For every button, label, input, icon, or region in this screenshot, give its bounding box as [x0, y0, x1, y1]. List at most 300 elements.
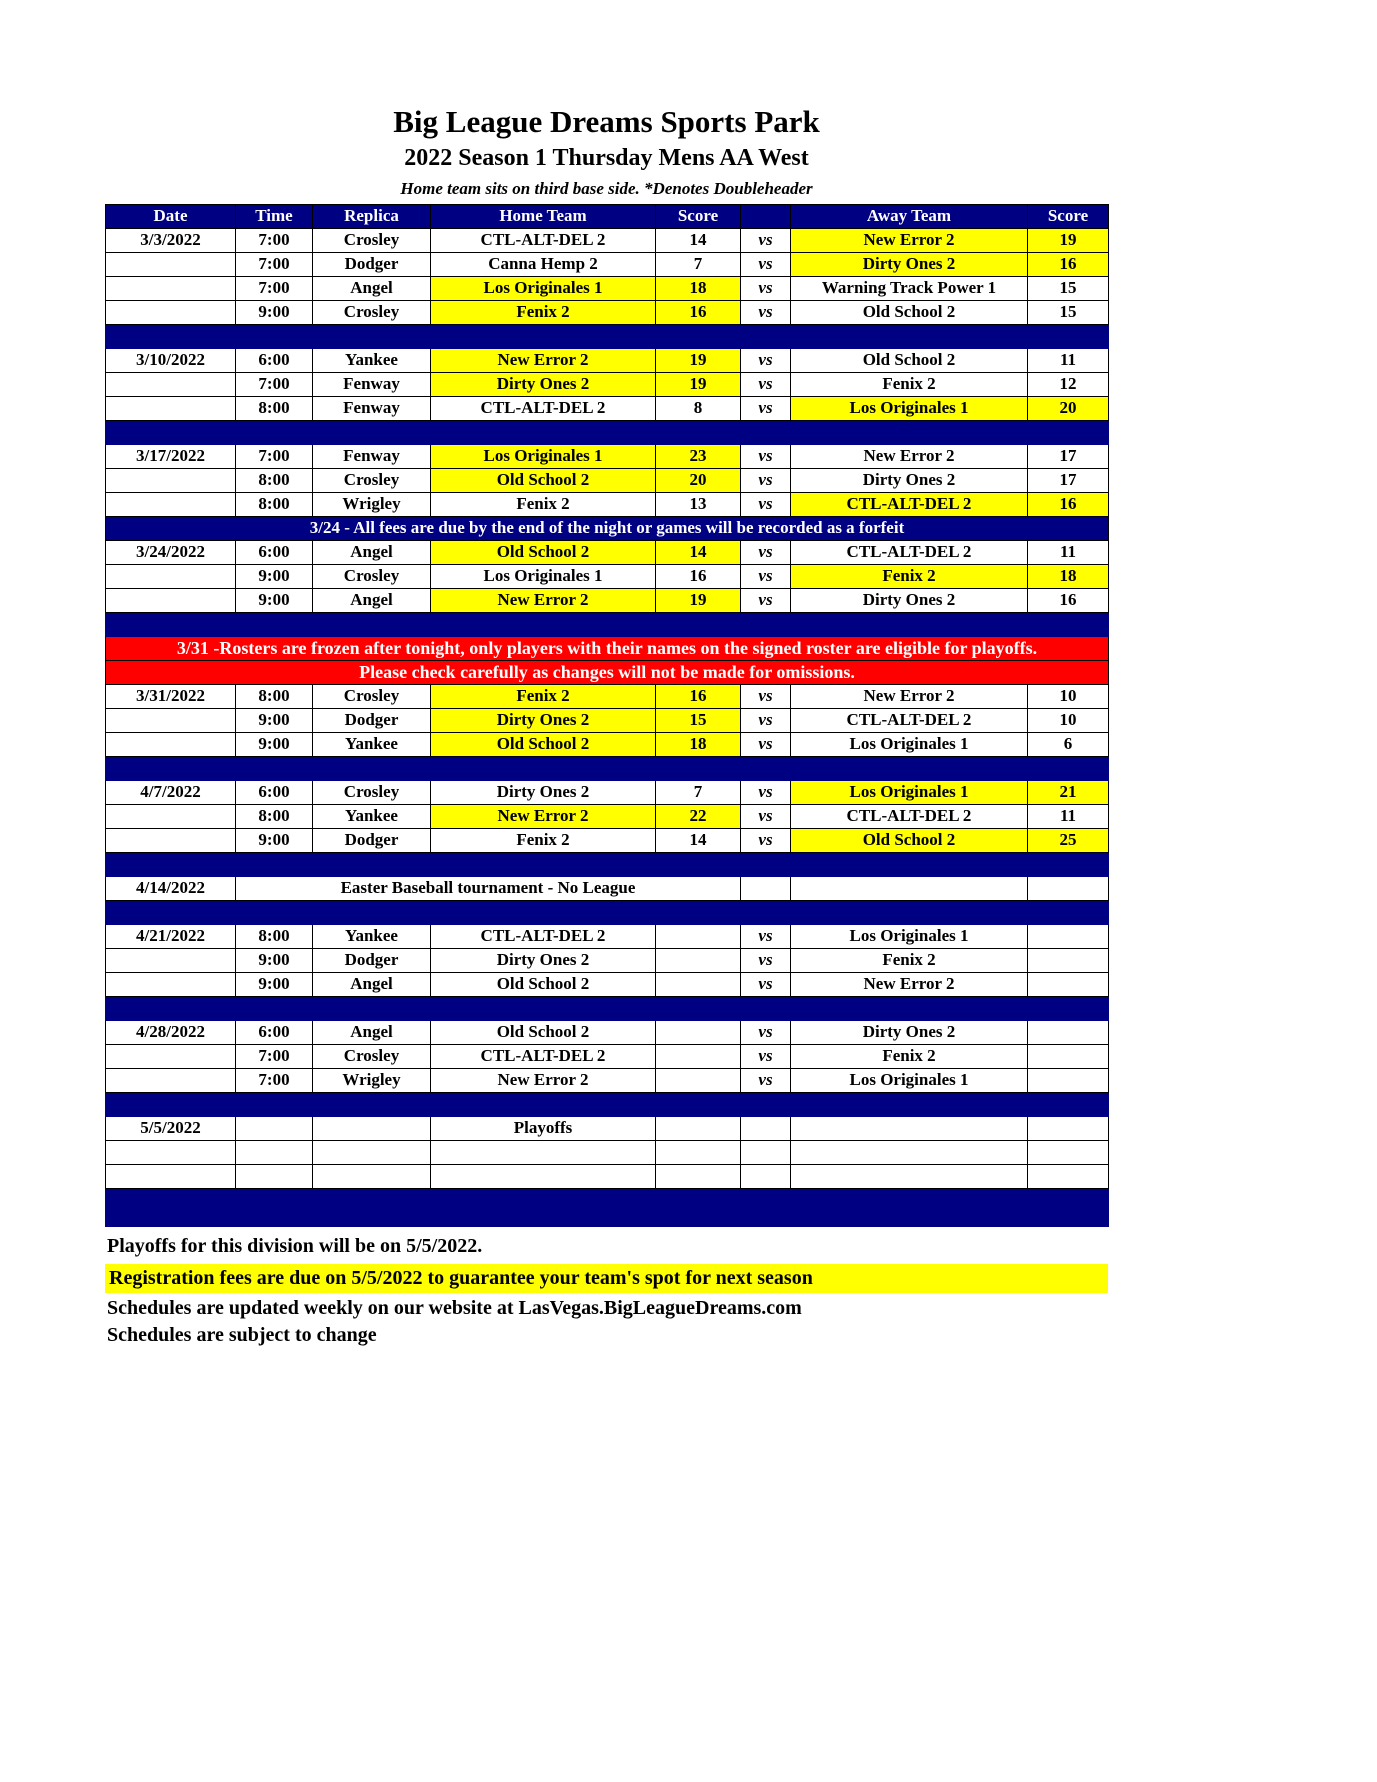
date-cell	[106, 372, 236, 396]
schedule-row-game	[106, 1020, 1109, 1044]
date-cell	[106, 276, 236, 300]
replica-cell: Angel	[313, 588, 431, 612]
schedule-row-game	[106, 540, 1109, 564]
vs-cell	[741, 1164, 791, 1188]
away-team-cell: Dirty Ones 2	[791, 588, 1028, 612]
home-score-cell: 22	[656, 804, 741, 828]
home-team-cell: Playoffs	[431, 1116, 656, 1140]
vs-cell: vs	[741, 708, 791, 732]
schedule-row-game	[106, 924, 1109, 948]
schedule-row-game	[106, 228, 1109, 252]
replica-cell: Crosley	[313, 468, 431, 492]
page-subtitle: 2022 Season 1 Thursday Mens AA West	[404, 144, 809, 171]
replica-cell: Crosley	[313, 564, 431, 588]
schedule-row-game	[106, 780, 1109, 804]
replica-cell	[313, 1116, 431, 1140]
away-score-cell	[1028, 876, 1109, 900]
away-team-cell: CTL-ALT-DEL 2	[791, 492, 1028, 516]
home-team-cell: Old School 2	[431, 972, 656, 996]
home-team-cell: Old School 2	[431, 732, 656, 756]
schedule-row-game	[106, 1068, 1109, 1092]
schedule-body	[106, 228, 1109, 1226]
schedule-row-game	[106, 396, 1109, 420]
replica-cell: Crosley	[313, 780, 431, 804]
replica-cell: Crosley	[313, 1044, 431, 1068]
away-team-cell: Fenix 2	[791, 1044, 1028, 1068]
home-team-cell: Los Originales 1	[431, 444, 656, 468]
away-score-cell: 21	[1028, 780, 1109, 804]
away-team-cell: Old School 2	[791, 300, 1028, 324]
column-header-date: Date	[106, 204, 236, 228]
time-cell: 8:00	[236, 468, 313, 492]
vs-cell: vs	[741, 348, 791, 372]
away-team-cell: New Error 2	[791, 444, 1028, 468]
document-content	[105, 0, 1108, 1347]
separator-bar	[106, 324, 1109, 348]
away-score-cell: 17	[1028, 444, 1109, 468]
time-cell: 8:00	[236, 684, 313, 708]
replica-cell: Dodger	[313, 948, 431, 972]
away-score-cell: 16	[1028, 492, 1109, 516]
separator-bar	[106, 996, 1109, 1020]
schedule-row-sep	[106, 756, 1109, 780]
away-team-cell: CTL-ALT-DEL 2	[791, 804, 1028, 828]
home-team-cell: Canna Hemp 2	[431, 252, 656, 276]
home-team-cell: CTL-ALT-DEL 2	[431, 924, 656, 948]
separator-bar	[106, 852, 1109, 876]
date-cell: 4/7/2022	[106, 780, 236, 804]
vs-cell: vs	[741, 972, 791, 996]
home-team-cell: Los Originales 1	[431, 564, 656, 588]
away-score-cell	[1028, 948, 1109, 972]
date-cell	[106, 396, 236, 420]
date-cell	[106, 828, 236, 852]
date-cell: 3/3/2022	[106, 228, 236, 252]
time-cell: 9:00	[236, 708, 313, 732]
date-cell	[106, 588, 236, 612]
date-cell: 4/28/2022	[106, 1020, 236, 1044]
time-cell	[236, 1116, 313, 1140]
separator-bar	[106, 900, 1109, 924]
schedule-table	[105, 204, 1109, 1227]
schedule-row-game	[106, 492, 1109, 516]
schedule-row-sep	[106, 996, 1109, 1020]
away-team-cell: Los Originales 1	[791, 780, 1028, 804]
vs-cell: vs	[741, 372, 791, 396]
home-score-cell	[656, 924, 741, 948]
replica-cell: Crosley	[313, 228, 431, 252]
time-cell: 7:00	[236, 276, 313, 300]
replica-cell: Wrigley	[313, 492, 431, 516]
home-team-cell: Old School 2	[431, 1020, 656, 1044]
home-score-cell: 20	[656, 468, 741, 492]
home-score-cell	[656, 1068, 741, 1092]
vs-cell: vs	[741, 564, 791, 588]
away-team-cell: Dirty Ones 2	[791, 468, 1028, 492]
home-team-cell: Old School 2	[431, 468, 656, 492]
vs-cell: vs	[741, 468, 791, 492]
date-cell: 3/17/2022	[106, 444, 236, 468]
schedule-row-game	[106, 300, 1109, 324]
home-team-cell: Fenix 2	[431, 492, 656, 516]
away-team-cell: Dirty Ones 2	[791, 252, 1028, 276]
away-score-cell: 25	[1028, 828, 1109, 852]
date-cell: 5/5/2022	[106, 1116, 236, 1140]
away-team-cell: Los Originales 1	[791, 924, 1028, 948]
schedule-row-game	[106, 732, 1109, 756]
date-cell	[106, 468, 236, 492]
replica-cell: Yankee	[313, 924, 431, 948]
vs-cell: vs	[741, 252, 791, 276]
vs-cell: vs	[741, 444, 791, 468]
date-cell	[106, 948, 236, 972]
column-header-home-score: Score	[656, 204, 741, 228]
vs-cell: vs	[741, 948, 791, 972]
column-header-vs	[741, 204, 791, 228]
away-score-cell: 18	[1028, 564, 1109, 588]
time-cell: 6:00	[236, 540, 313, 564]
away-score-cell: 16	[1028, 588, 1109, 612]
time-cell: 7:00	[236, 228, 313, 252]
away-score-cell	[1028, 972, 1109, 996]
home-score-cell: 19	[656, 348, 741, 372]
home-score-cell: 16	[656, 300, 741, 324]
vs-cell	[741, 1140, 791, 1164]
vs-cell: vs	[741, 924, 791, 948]
replica-cell: Yankee	[313, 804, 431, 828]
time-cell: 9:00	[236, 948, 313, 972]
away-score-cell: 15	[1028, 276, 1109, 300]
home-score-cell: 7	[656, 780, 741, 804]
home-score-cell: 16	[656, 564, 741, 588]
away-score-cell	[1028, 1044, 1109, 1068]
away-score-cell: 11	[1028, 348, 1109, 372]
replica-cell: Angel	[313, 276, 431, 300]
time-cell	[236, 1140, 313, 1164]
away-score-cell	[1028, 1116, 1109, 1140]
home-score-cell	[656, 1044, 741, 1068]
away-score-cell: 17	[1028, 468, 1109, 492]
schedule-row-game	[106, 564, 1109, 588]
time-cell: 9:00	[236, 972, 313, 996]
schedule-row-sep	[106, 420, 1109, 444]
roster-frozen-notice: Please check carefully as changes will not be made for omissions.	[106, 660, 1109, 684]
schedule-row-game	[106, 468, 1109, 492]
away-team-cell	[791, 876, 1028, 900]
away-score-cell	[1028, 1164, 1109, 1188]
time-cell: 7:00	[236, 1068, 313, 1092]
time-cell: 7:00	[236, 372, 313, 396]
schedule-row-game	[106, 252, 1109, 276]
time-cell: 7:00	[236, 1044, 313, 1068]
home-score-cell	[656, 1140, 741, 1164]
away-team-cell: Los Originales 1	[791, 1068, 1028, 1092]
away-score-cell	[1028, 1020, 1109, 1044]
away-team-cell: New Error 2	[791, 972, 1028, 996]
home-team-cell: CTL-ALT-DEL 2	[431, 1044, 656, 1068]
schedule-row-notice_red	[106, 660, 1109, 684]
schedule-row-sep	[106, 852, 1109, 876]
vs-cell: vs	[741, 300, 791, 324]
away-score-cell	[1028, 1140, 1109, 1164]
home-team-cell: Los Originales 1	[431, 276, 656, 300]
registration-notice: Registration fees are due on 5/5/2022 to guarantee your team's spot for next season	[105, 1264, 1108, 1293]
schedule-row-game	[106, 828, 1109, 852]
time-cell: 6:00	[236, 1020, 313, 1044]
replica-cell: Angel	[313, 540, 431, 564]
schedule-row-game	[106, 1044, 1109, 1068]
vs-cell: vs	[741, 588, 791, 612]
replica-cell: Angel	[313, 972, 431, 996]
home-score-cell	[656, 1020, 741, 1044]
away-score-cell: 12	[1028, 372, 1109, 396]
schedule-row-empty	[106, 1140, 1109, 1164]
footer	[105, 1235, 1108, 1347]
date-cell	[106, 300, 236, 324]
date-cell	[106, 1164, 236, 1188]
home-team-cell: Dirty Ones 2	[431, 708, 656, 732]
home-team-cell: CTL-ALT-DEL 2	[431, 228, 656, 252]
replica-cell	[313, 1164, 431, 1188]
away-team-cell: New Error 2	[791, 684, 1028, 708]
time-cell: 8:00	[236, 396, 313, 420]
home-team-cell: Fenix 2	[431, 828, 656, 852]
home-score-cell: 14	[656, 828, 741, 852]
away-score-cell	[1028, 924, 1109, 948]
date-cell: 3/31/2022	[106, 684, 236, 708]
date-cell	[106, 732, 236, 756]
away-team-cell	[791, 1116, 1028, 1140]
home-score-cell: 15	[656, 708, 741, 732]
replica-cell	[313, 1140, 431, 1164]
replica-cell: Fenway	[313, 444, 431, 468]
home-team-cell: Fenix 2	[431, 684, 656, 708]
schedule-row-game	[106, 948, 1109, 972]
date-cell: 3/10/2022	[106, 348, 236, 372]
replica-cell: Dodger	[313, 828, 431, 852]
schedule-row-game	[106, 708, 1109, 732]
time-cell: 6:00	[236, 348, 313, 372]
vs-cell: vs	[741, 804, 791, 828]
schedule-row-game	[106, 972, 1109, 996]
time-cell: 7:00	[236, 252, 313, 276]
schedule-row-sep_tall	[106, 1188, 1109, 1226]
home-score-cell: 14	[656, 228, 741, 252]
date-cell	[106, 804, 236, 828]
replica-cell: Angel	[313, 1020, 431, 1044]
vs-cell: vs	[741, 1044, 791, 1068]
replica-cell: Dodger	[313, 708, 431, 732]
date-cell: 3/24/2022	[106, 540, 236, 564]
vs-cell: vs	[741, 396, 791, 420]
schedule-row-game	[106, 372, 1109, 396]
home-score-cell: 7	[656, 252, 741, 276]
home-team-cell	[431, 1164, 656, 1188]
away-score-cell: 11	[1028, 804, 1109, 828]
vs-cell	[741, 1116, 791, 1140]
home-score-cell: 19	[656, 372, 741, 396]
schedule-header-row	[106, 204, 1109, 228]
away-team-cell: Fenix 2	[791, 564, 1028, 588]
away-team-cell: CTL-ALT-DEL 2	[791, 708, 1028, 732]
separator-bar	[106, 756, 1109, 780]
home-score-cell: 18	[656, 276, 741, 300]
time-cell: 8:00	[236, 804, 313, 828]
date-cell	[106, 252, 236, 276]
date-cell	[106, 1140, 236, 1164]
schedule-row-game	[106, 276, 1109, 300]
home-team-cell: CTL-ALT-DEL 2	[431, 396, 656, 420]
vs-cell: vs	[741, 1020, 791, 1044]
time-cell: 8:00	[236, 492, 313, 516]
date-cell	[106, 708, 236, 732]
separator-bar	[106, 420, 1109, 444]
replica-cell: Fenway	[313, 396, 431, 420]
time-cell: 7:00	[236, 444, 313, 468]
website-note: Schedules are updated weekly on our website at LasVegas.BigLeagueDreams.com	[107, 1296, 802, 1319]
vs-cell	[741, 876, 791, 900]
replica-cell: Fenway	[313, 372, 431, 396]
schedule-row-sep	[106, 324, 1109, 348]
away-team-cell: Fenix 2	[791, 372, 1028, 396]
away-score-cell: 6	[1028, 732, 1109, 756]
home-team-cell: Old School 2	[431, 540, 656, 564]
vs-cell: vs	[741, 780, 791, 804]
schedule-row-sep	[106, 900, 1109, 924]
away-team-cell: Old School 2	[791, 828, 1028, 852]
schedule-row-game	[106, 684, 1109, 708]
home-team-cell: New Error 2	[431, 348, 656, 372]
replica-cell: Crosley	[313, 684, 431, 708]
away-score-cell: 19	[1028, 228, 1109, 252]
time-cell	[236, 1164, 313, 1188]
replica-cell: Yankee	[313, 732, 431, 756]
time-cell: 9:00	[236, 828, 313, 852]
schedule-row-notice_red	[106, 636, 1109, 660]
schedule-row-game	[106, 348, 1109, 372]
roster-frozen-notice: 3/31 -Rosters are frozen after tonight, only players with their names on the signed roster are eligible for playoffs.	[106, 636, 1109, 660]
home-team-cell: New Error 2	[431, 588, 656, 612]
date-cell	[106, 1068, 236, 1092]
schedule-row-notice_blue	[106, 516, 1109, 540]
separator-bar	[106, 1092, 1109, 1116]
time-cell: 9:00	[236, 564, 313, 588]
playoffs-note: Playoffs for this division will be on 5/5/2022.	[107, 1234, 483, 1257]
replica-cell: Crosley	[313, 300, 431, 324]
away-team-cell: Warning Track Power 1	[791, 276, 1028, 300]
away-score-cell: 11	[1028, 540, 1109, 564]
home-score-cell	[656, 948, 741, 972]
home-team-cell: New Error 2	[431, 1068, 656, 1092]
away-team-cell	[791, 1140, 1028, 1164]
event-cell: Easter Baseball tournament - No League	[236, 876, 741, 900]
date-cell: 4/14/2022	[106, 876, 236, 900]
column-header-time: Time	[236, 204, 313, 228]
away-team-cell	[791, 1164, 1028, 1188]
home-team-cell: Dirty Ones 2	[431, 372, 656, 396]
away-score-cell: 15	[1028, 300, 1109, 324]
schedule-row-event	[106, 876, 1109, 900]
column-header-home-team: Home Team	[431, 204, 656, 228]
column-header-replica: Replica	[313, 204, 431, 228]
replica-cell: Dodger	[313, 252, 431, 276]
home-score-cell: 23	[656, 444, 741, 468]
time-cell: 8:00	[236, 924, 313, 948]
away-team-cell: Fenix 2	[791, 948, 1028, 972]
home-score-cell	[656, 972, 741, 996]
schedule-row-sep	[106, 1092, 1109, 1116]
away-team-cell: CTL-ALT-DEL 2	[791, 540, 1028, 564]
date-cell	[106, 972, 236, 996]
home-score-cell: 13	[656, 492, 741, 516]
time-cell: 9:00	[236, 732, 313, 756]
away-score-cell: 20	[1028, 396, 1109, 420]
replica-cell: Yankee	[313, 348, 431, 372]
schedule-row-game	[106, 444, 1109, 468]
column-header-away-team: Away Team	[791, 204, 1028, 228]
home-score-cell	[656, 1116, 741, 1140]
home-team-cell: New Error 2	[431, 804, 656, 828]
schedule-row-game	[106, 804, 1109, 828]
time-cell: 9:00	[236, 588, 313, 612]
home-score-cell	[656, 1164, 741, 1188]
vs-cell: vs	[741, 540, 791, 564]
vs-cell: vs	[741, 1068, 791, 1092]
separator-bar-bottom	[106, 1188, 1109, 1226]
home-team-cell	[431, 1140, 656, 1164]
away-score-cell: 16	[1028, 252, 1109, 276]
column-header-away-score: Score	[1028, 204, 1109, 228]
date-cell	[106, 564, 236, 588]
home-team-cell: Fenix 2	[431, 300, 656, 324]
home-score-cell: 16	[656, 684, 741, 708]
separator-bar	[106, 612, 1109, 636]
away-score-cell: 10	[1028, 684, 1109, 708]
vs-cell: vs	[741, 276, 791, 300]
vs-cell: vs	[741, 828, 791, 852]
home-team-cell: Dirty Ones 2	[431, 948, 656, 972]
vs-cell: vs	[741, 684, 791, 708]
away-team-cell: Dirty Ones 2	[791, 1020, 1028, 1044]
vs-cell: vs	[741, 492, 791, 516]
away-score-cell	[1028, 1068, 1109, 1092]
schedule-row-empty	[106, 1164, 1109, 1188]
time-cell: 6:00	[236, 780, 313, 804]
time-cell: 9:00	[236, 300, 313, 324]
away-score-cell: 10	[1028, 708, 1109, 732]
schedule-row-sep	[106, 612, 1109, 636]
home-score-cell: 18	[656, 732, 741, 756]
schedule-row-game	[106, 588, 1109, 612]
vs-cell: vs	[741, 732, 791, 756]
away-team-cell: Old School 2	[791, 348, 1028, 372]
away-team-cell: New Error 2	[791, 228, 1028, 252]
fees-due-notice: 3/24 - All fees are due by the end of the night or games will be recorded as a forfeit	[106, 516, 1109, 540]
home-score-cell: 19	[656, 588, 741, 612]
date-cell: 4/21/2022	[106, 924, 236, 948]
home-team-cell: Dirty Ones 2	[431, 780, 656, 804]
home-score-cell: 8	[656, 396, 741, 420]
subject-to-change-note: Schedules are subject to change	[107, 1323, 377, 1346]
home-score-cell: 14	[656, 540, 741, 564]
date-cell	[106, 492, 236, 516]
date-cell	[106, 1044, 236, 1068]
replica-cell: Wrigley	[313, 1068, 431, 1092]
page-title: Big League Dreams Sports Park	[393, 104, 820, 139]
home-team-note: Home team sits on third base side. *Denotes Doubleheader	[400, 178, 813, 198]
schedule-row-game	[106, 1116, 1109, 1140]
vs-cell: vs	[741, 228, 791, 252]
